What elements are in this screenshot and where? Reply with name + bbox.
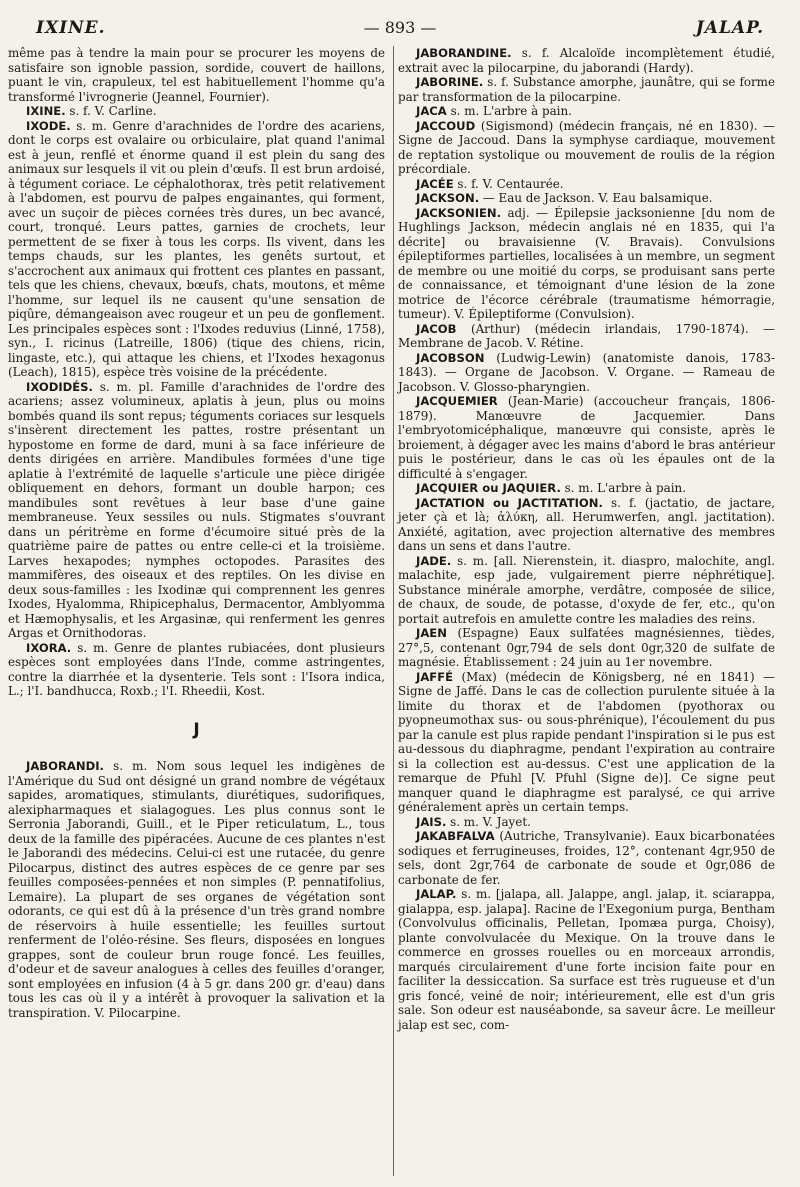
entry-headword: JABORANDI. [26,759,104,773]
entry-jactation-ou-jactitation [398,496,775,554]
entry-text: — Eau de Jackson. V. Eau balsamique. [482,191,713,205]
entry-headword: JACQUIER ou JAQUIER. [416,481,561,495]
entry-headword: JACCOUD [416,118,476,133]
entry-text: même pas à tendre la main pour se procurer les moyens de satisfaire son ignoble passion, sordide, couvert de haillons, puant le vin, crapuleux, tel est habituellement l'homme qu'a transformé l'ivrognerie (Jeannel, Fournier). [8,46,385,104]
entry-jaborine [398,75,775,104]
entry-text: s. m. L'arbre à pain. [450,104,572,118]
entry-jaborandine [398,46,775,75]
entry-text: s. f. Alcaloïde incomplètement étudié, extrait avec la pilocarpine, du jaborandi (Hardy). [398,46,775,75]
entry-jade [398,554,775,627]
entry-text: s. m. Genre d'arachnides de l'ordre des acariens, dont le corps est ovalaire ou orbiculaire, plat quand l'animal est à jeun, renflé et énorme quand il est plein du sang des animaux sur lesquels il vit ou plein d'œufs. Il est brun ardoisé, à tégument coriace. Le céphalothorax, très petit relativement à l'abdomen, est pourvu de palpes engainantes, qui forment, avec un suçoir de pièces cornées très dures, un bec avancé, court, tronqué. Leurs pattes, garnies de crochets, leur permettent de se fixer à tous les corps. Ils vivent, dans les temps chauds, sur les plantes, les genêts surtout, et s'accrochent aux animaux qui frottent ces plantes en passant, tels que les chiens, chevaux, bœufs, chats, moutons, et même l'homme, sur lequel ils ne causent qu'une sensation de piqûre, démangeaison avec rougeur et un peu de gonflement. Les principales espèces sont : l'Ixodes reduvius (Linné, 1758), syn., I. ricinus (Latreille, 1806) (tique des chiens, ricin, lingaste, etc.), qui attaque les chiens, et l'Ixodes hexagonus (Leach), 1815), espèce très voisine de la précédente. [8,118,385,379]
entry-jakabfalva [398,829,775,887]
entry-text: (Jean-Marie) (accoucheur français, 1806-1879). Manœuvre de Jacquemier. Dans l'embryotomicéphalique, manœuvre qui consiste, après le broiement, à dégager avec les mains d'abord le bras antérieur puis le postérieur, dans le cas où les épaules ont de la difficulté à s'engager. [398,394,776,481]
entry-jaca [398,104,775,119]
entry-headword: JACKSONIEN. [416,205,502,220]
entry-text: s. m. pl. Famille d'arachnides de l'ordre des acariens; assez volumineux, aplatis à jeun, plus ou moins bombés quand ils sont repus; téguments coriaces sur lesquels s'insèrent directement les pattes, rostre présentant un hypostome en forme de dard, muni à sa face inférieure de dents dirigées en arrière. Mandibules formées d'une tige aplatie à l'extrémité de laquelle s'articule une pièce dirigée obliquement en dehors, formant un double harpon; ces mandibules sont revêtues à leur base d'une gaine membraneuse. Yeux sessiles ou nuls. Stigmates s'ouvrant dans un péritrème en forme d'écumoire situé près de la quatrième paire de pattes ou entre celle-ci et la troisième. Larves hexapodes; nymphes octopodes. Parasites des mammifères, des oiseaux et des reptiles. On les divise en deux sous-familles : les Ixodinæ qui comprennent les genres Ixodes, Hyalomma, Rhipicephalus, Dermacentor, Amblyomma et Hæmophysalis, et les Argasinæ, qui renferment les genres Argas et Ornithodoras. [8,379,386,640]
entry-headword: JACOB [416,321,457,336]
running-header [14,18,786,46]
entry-jaborandi [8,759,385,1020]
entry-text: adj. — Épilepsie jacksonienne [du nom de Hughlings Jackson, médecin anglais né en 1835, qui l'a décrite] ou bravaisienne (V. Bravais). Convulsions épileptiformes partielles, localisées à un membre, un segment de membre ou une moitié du corps, se produisant sans perte de connaissance, et témoignant d'une lésion de la zone motrice de l'écorce cérébrale (traumatisme hémorragie, tumeur). V. Épileptiforme (Convulsion). [398,205,775,321]
entry-headword: JACKSON. [416,191,480,205]
entry-jacquemier [398,394,775,481]
entry-ixine [8,104,385,119]
entry-text: s. f. (jactatio, de jactare, jeter çà et là; ἀλύκη, all. Herumwerfen, angl. jactitation). Anxiété, agitation, avec projection alternative des membres dans un sens et dans l'autre. [398,495,776,553]
entry-text: s. m. Nom sous lequel les indigènes de l'Amérique du Sud ont désigné un grand nombre de végétaux sapides, aromatiques, stimulants, diurétiques, sudorifiques, alexipharmaques et sialagogues. Les plus connus sont le Serronia Jaborandi, Guill., et le Piper reticulatum, L., tous deux de la famille des pipéracées. Aucune de ces plantes n'est le Jaborandi des médecins. Celui-ci est une rutacée, du genre Pilocarpus, distinct des autres espèces de ce genre par ses feuilles composées-pennées et non simples (P. pennatifolius, Lemaire). La plupart de ses organes de végétation sont odorants, ce qui est dû à la présence d'un très grand nombre de réservoirs à huile essentielle; les feuilles surtout renferment de l'oléo-résine. Ses fleurs, disposées en longues grappes, sont de couleur brun rouge foncé. Les feuilles, d'odeur et de saveur analogues à celles des feuilles d'oranger, sont employées en infusion (4 à 5 gr. dans 200 gr. d'eau) dans tous les cas où il y a intérêt à provoquer la salivation et la transpiration. V. Pilocarpine. [8,759,386,1020]
entry-text: s. f. V. Centaurée. [457,176,564,191]
entry-headword: IXODIDÉS. [26,379,93,394]
entry-text: s. m. [jalapa, all. Jalappe, angl. jalap, it. sciarappa, gialappa, esp. jalapa]. Racine de l'Exegonium purga, Bentham (Convolvulus officinalis, Pelletan, Ipomæa purga, Choisy), plante convolvulacée du Mexique. On la trouve dans le commerce en grosses rouelles ou en morceaux arrondis, marqués circulairement d'une forte incision faite pour en faciliter la dessiccation. Sa surface est très rugueuse et d'un gris foncé, veiné de noir; intérieurement, elle est d'un gris sale. Son odeur est nauséabonde, sa saveur âcre. Le meilleur jalap est sec, com- [398,887,775,1032]
entry-headword: IXINE. [26,104,66,118]
entry-headword: IXODE. [26,118,71,133]
entry-text: s. f. V. Carline. [69,104,157,118]
entry-text: (Autriche, Transylvanie). Eaux bicarbonatées sodiques et ferrugineuses, froides, 12°, contenant 4gr,950 de sels, dont 2gr,764 de carbonate de soude et 0gr,086 de carbonate de fer. [398,829,775,887]
entry-jaccoud [398,119,775,177]
entry-headword: JACQUEMIER [416,394,498,408]
entry-headword: JABORINE. [416,75,484,89]
entry-text: s. m. V. Jayet. [450,814,531,829]
entry-text: (Sigismond) (médecin français, né en 1830). — Signe de Jaccoud. Dans la symphyse cardiaque, mouvement de reptation systolique ou mouvement de roulis de la région précordiale. [398,118,776,176]
column-divider [393,46,394,1176]
entry-ixodides [8,380,385,641]
entry-text: (Arthur) (médecin irlandais, 1790-1874). — Membrane de Jacob. V. Rétine. [398,321,775,350]
entry-headword: JACA [416,104,447,118]
entry-text: (Max) (médecin de Königsberg, né en 1841) — Signe de Jaffé. Dans le cas de collection purulente située à la limite du thorax et de l'abdomen (pyothorax ou pyopneumothax sus- ou sous-phrénique), l'écoulement du pus par la canule est plus rapide pendant l'inspiration si le pus est au-dessous du diaphragme, pendant l'expiration au contraire si la collection est au-dessus. C'est une application de la remarque de Pfuhl [V. Pfuhl (Signe de)]. Ce signe peut manquer quand le diaphragme est paralysé, ce qui arrive généralement après un certain temps. [398,669,775,814]
entry-headword: JAFFÉ [416,669,454,684]
entry-headword: JAIS. [416,814,447,829]
entry-jackson [398,191,775,206]
entry-jacee [398,177,775,192]
entry-headword: JADE. [416,553,452,568]
entry-jalap [398,887,775,1032]
entry-headword: JAEN [416,626,447,640]
entry-jacobson [398,351,775,395]
entry-text: s. m. L'arbre à pain. [564,481,686,495]
section-letter-heading: J [193,719,200,740]
entry-headword: JACÉE [416,176,454,191]
header-left-word: IXINE. [36,18,106,38]
left-column [8,46,385,1020]
entry-headword: JACOBSON [416,350,485,365]
entry-jaen [398,626,775,670]
entry-text: (Espagne) Eaux sulfatées magnésiennes, tièdes, 27°,5, contenant 0gr,794 de sels dont 0gr,320 de sulfate de magnésie. Établissement : 24 juin au 1er novembre. [398,626,775,669]
header-right-word: JALAP. [695,18,764,38]
entry-jacob [398,322,775,351]
entry-ixora [8,641,385,699]
right-column [398,46,775,1032]
entry-jaffe [398,670,775,815]
entry-headword: IXORA. [26,640,72,655]
entry-text: s. m. Genre de plantes rubiacées, dont plusieurs espèces sont employées dans l'Inde, comme astringentes, contre la diarrhée et la dysenterie. Tels sont : l'Isora indica, L.; l'I. bandhucca, Roxb.; l'I. Rheedii, Kost. [8,640,385,698]
entry-text: s. f. Substance amorphe, jaunâtre, qui se forme par transformation de la pilocarpine. [398,75,775,104]
entry-continuation [8,46,385,104]
entry-jacksonien [398,206,775,322]
page-number: — 893 — [363,18,437,37]
entry-headword: JALAP. [416,887,457,901]
entry-text: (Ludwig-Lewin) (anatomiste danois, 1783-1843). — Organe de Jacobson. V. Organe. — Rameau de Jacobson. V. Glosso-pharyngien. [398,350,776,394]
entry-headword: JABORANDINE. [416,46,512,60]
entry-text: s. m. [all. Nierenstein, it. diaspro, malochite, angl. malachite, esp jade, vulgairement pierre néphrétique]. Substance minérale amorphe, verdâtre, composée de silice, de chaux, de soude, de potasse, d'oxyde de fer, etc., qu'on portait autrefois en amulette contre les maladies des reins. [398,553,775,626]
entry-jacquier-ou-jaquier [398,481,775,496]
entry-headword: JAKABFALVA [416,829,495,843]
entry-ixode [8,119,385,380]
entry-headword: JACTATION ou JACTITATION. [416,495,603,510]
entry-jais [398,815,775,830]
